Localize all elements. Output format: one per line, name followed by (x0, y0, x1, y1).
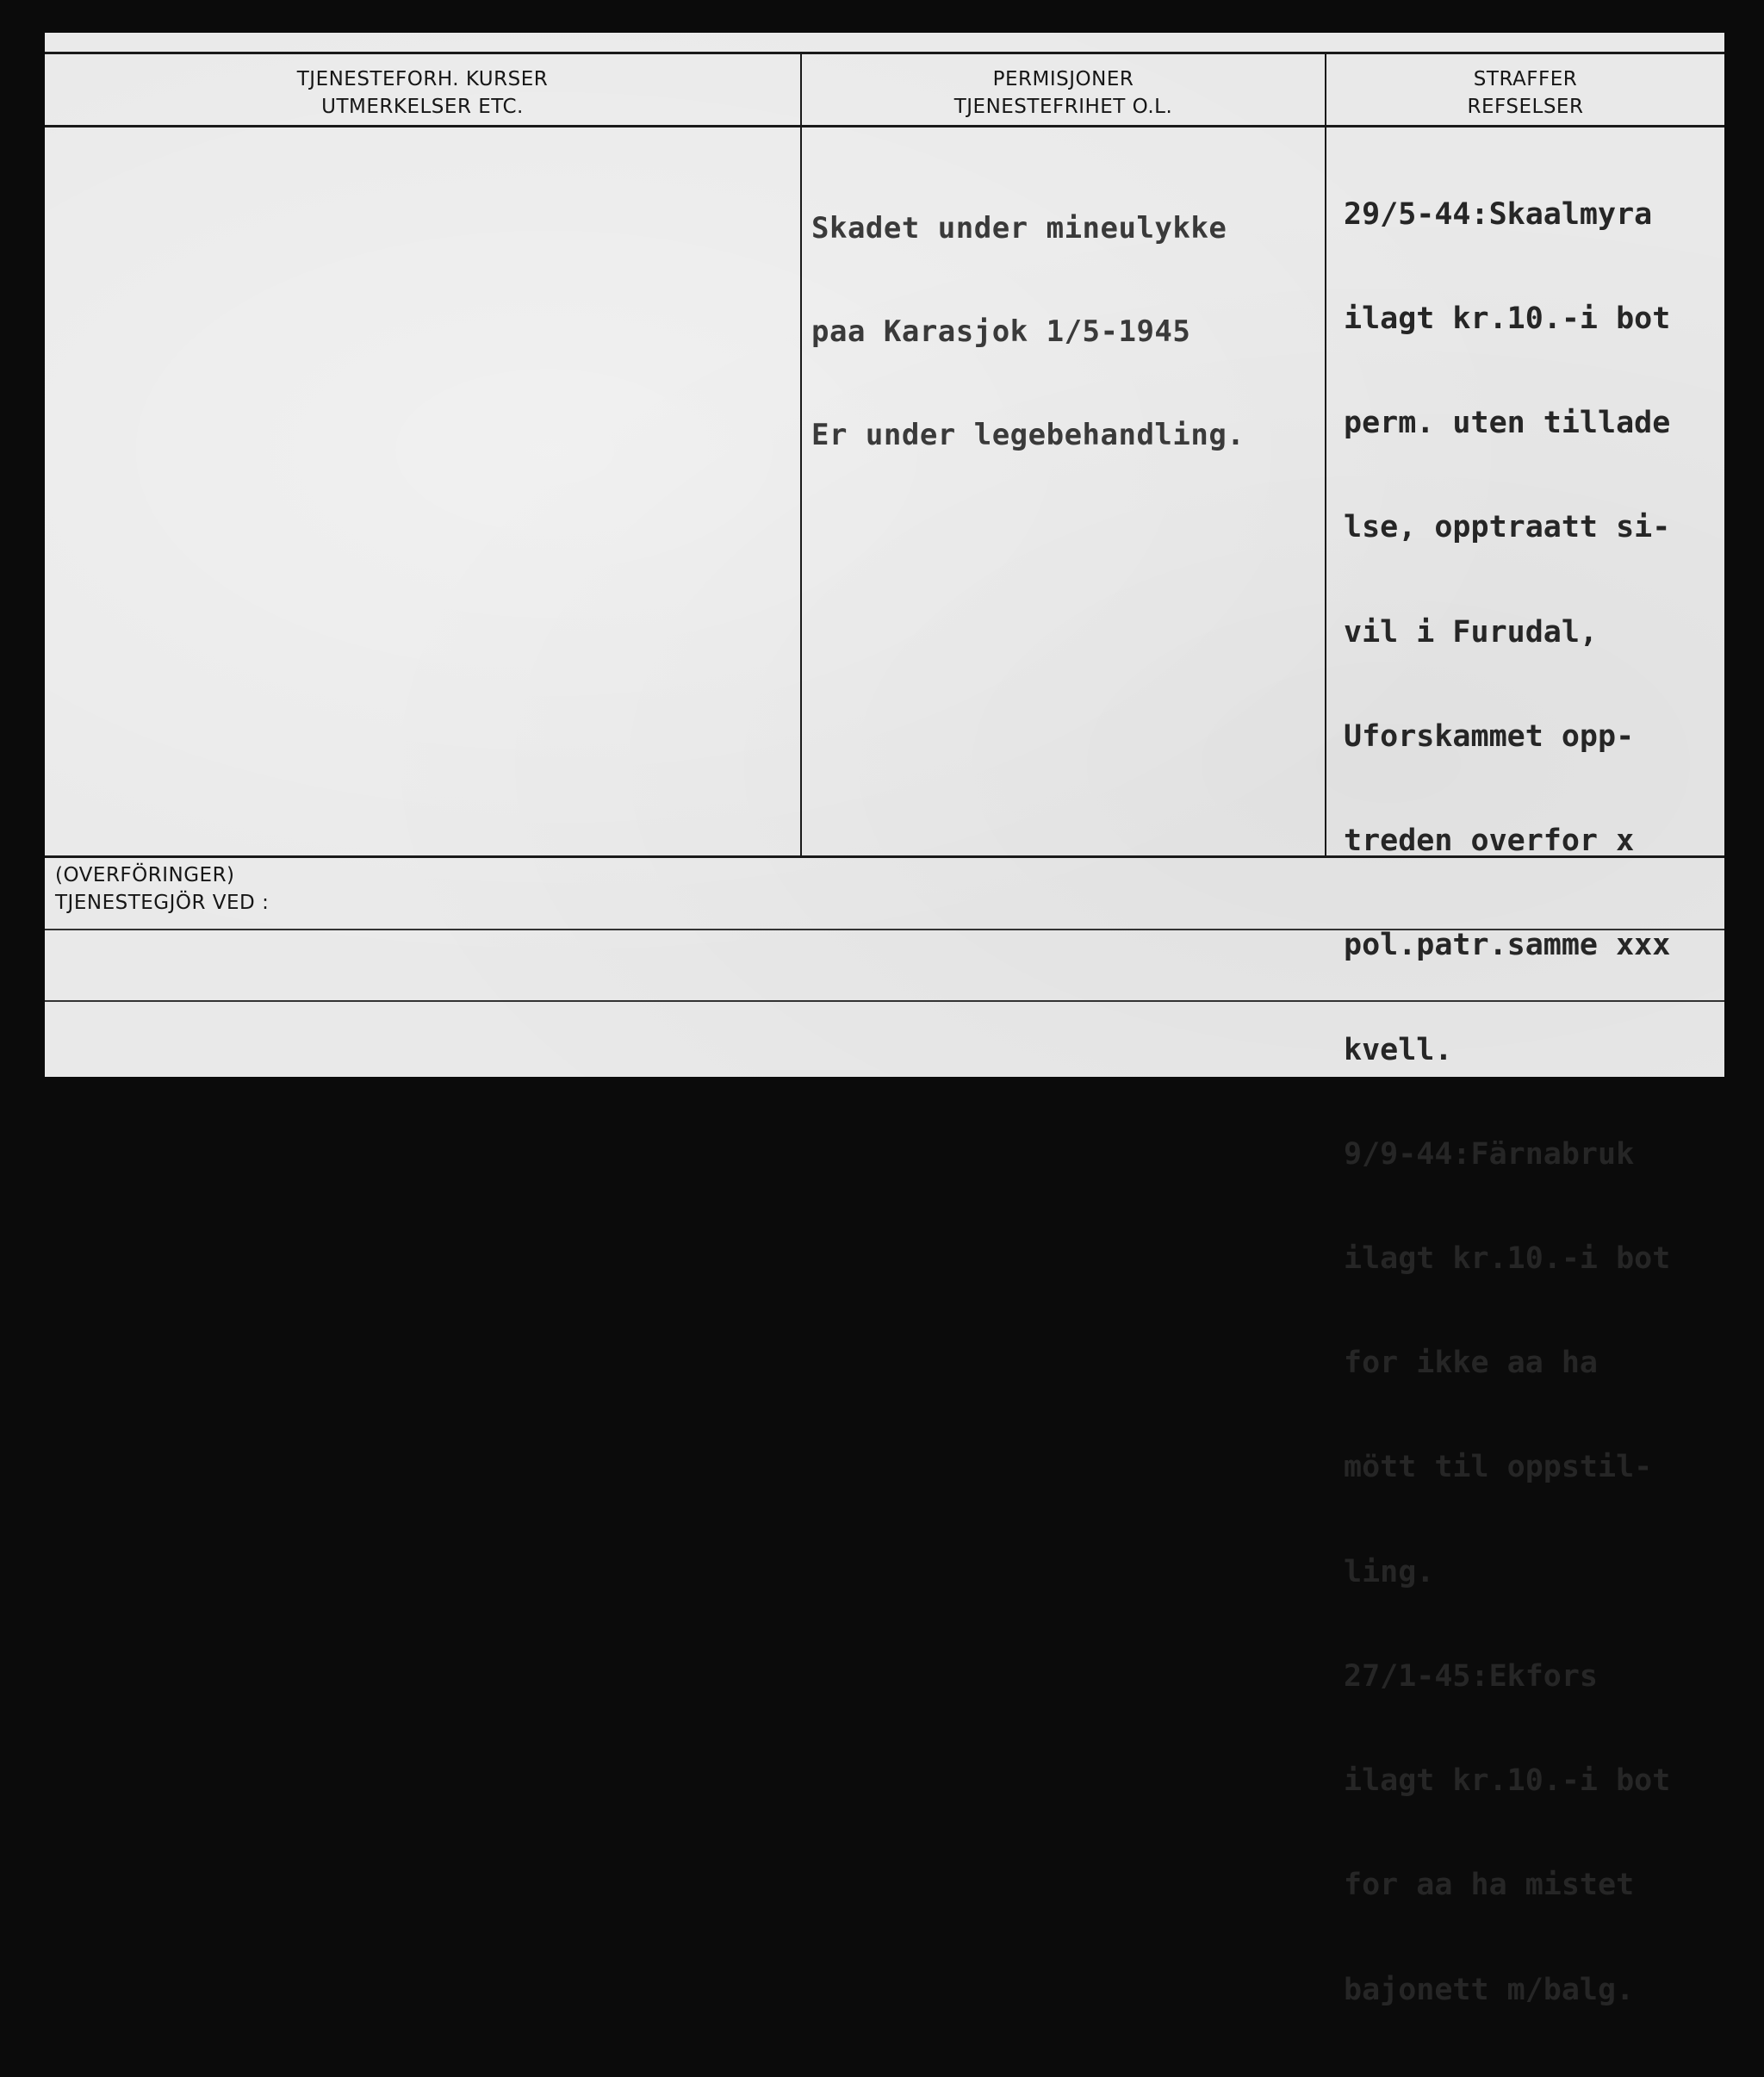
column-header-line: STRAFFER (1473, 68, 1578, 90)
straffer-entry (1344, 127, 1724, 2077)
typed-line: mött til oppstil- (1344, 1450, 1653, 1485)
typed-line: 9/9-44:Färnabruk (1344, 1136, 1635, 1172)
section-label-line: TJENESTEGJÖR VED : (55, 892, 270, 914)
column-header-line: UTMERKELSER ETC. (321, 96, 524, 118)
typed-line: Er under legebehandling. (811, 418, 1245, 452)
typed-line: paa Karasjok 1/5-1945 (811, 314, 1191, 349)
column-header-line: REFSELSER (1467, 96, 1584, 118)
typed-line: pol.patr.samme xxx (1344, 928, 1671, 963)
permisjoner-entry (811, 142, 1245, 521)
typed-line: kvell. (1344, 1032, 1453, 1067)
typed-line: ling. (1344, 1554, 1435, 1589)
record-card (45, 33, 1724, 2007)
typed-line: treden overfor x (1344, 824, 1635, 859)
typed-line: ilagt kr.10.-i bot (1344, 1763, 1671, 1799)
typed-line: 27/1-45:Ekfors (1344, 1658, 1599, 1694)
overforinger-label (55, 861, 269, 917)
column-header-tjenesteforhold (45, 65, 800, 121)
column-divider-2 (1325, 52, 1326, 857)
typed-line: ilagt kr.10.-i bot (1344, 1241, 1671, 1276)
column-header-line: PERMISJONER (992, 68, 1134, 90)
column-header-line: TJENESTEFORH. KURSER (296, 68, 549, 90)
typed-line: Uforskammet opp- (1344, 718, 1635, 754)
column-header-straffer (1326, 65, 1724, 121)
column-divider-1 (800, 52, 802, 857)
typed-line: perm. uten tillade (1344, 406, 1671, 441)
typed-line: ilagt kr.10.-i bot (1344, 302, 1671, 337)
typed-line: for aa ha mistet (1344, 1868, 1635, 1903)
typed-line: vil i Furudal, (1344, 614, 1599, 650)
column-header-line: TJENESTEFRIHET O.L. (953, 96, 1173, 118)
typed-line: bajonett m/balg. (1344, 1972, 1635, 2007)
typed-line: lse, opptraatt si- (1344, 510, 1671, 545)
typed-line: for ikke aa ha (1344, 1346, 1599, 1381)
typed-line: 29/5-44:Skaalmyra (1344, 196, 1653, 232)
column-header-permisjoner (802, 65, 1325, 121)
section-label-line: (OVERFÖRINGER) (55, 864, 235, 886)
typed-line: Skadet under mineulykke (811, 211, 1227, 246)
top-rule (45, 52, 1724, 54)
